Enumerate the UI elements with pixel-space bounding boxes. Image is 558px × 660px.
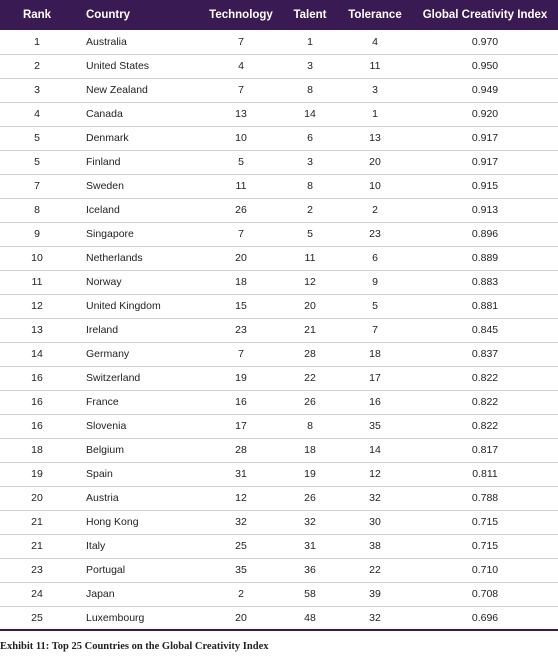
table-row	[0, 102, 558, 126]
gci-cell: 0.715	[412, 534, 558, 558]
rank-cell: 14	[0, 342, 74, 366]
table-row	[0, 318, 558, 342]
tolerance-cell: 4	[338, 30, 412, 54]
country-cell: Netherlands	[74, 246, 200, 270]
header-technology: Technology	[209, 9, 273, 21]
tolerance-cell: 14	[338, 438, 412, 462]
technology-cell: 16	[200, 390, 282, 414]
rank-cell: 21	[0, 510, 74, 534]
tolerance-cell: 12	[338, 462, 412, 486]
gci-cell: 0.817	[412, 438, 558, 462]
technology-cell: 12	[200, 486, 282, 510]
talent-cell: 1	[282, 30, 338, 54]
country-cell: Germany	[74, 342, 200, 366]
tolerance-cell: 9	[338, 270, 412, 294]
talent-cell: 36	[282, 558, 338, 582]
rank-cell: 13	[0, 318, 74, 342]
talent-cell: 19	[282, 462, 338, 486]
gci-cell: 0.950	[412, 54, 558, 78]
gci-cell: 0.710	[412, 558, 558, 582]
talent-cell: 58	[282, 582, 338, 606]
country-cell: France	[74, 390, 200, 414]
talent-cell: 8	[282, 78, 338, 102]
technology-cell: 7	[200, 78, 282, 102]
rank-cell: 16	[0, 366, 74, 390]
technology-cell: 7	[200, 222, 282, 246]
technology-cell: 13	[200, 102, 282, 126]
country-cell: Canada	[74, 102, 200, 126]
table-row	[0, 558, 558, 582]
talent-cell: 5	[282, 222, 338, 246]
tolerance-cell: 13	[338, 126, 412, 150]
table-row	[0, 294, 558, 318]
talent-cell: 11	[282, 246, 338, 270]
gci-cell: 0.915	[412, 174, 558, 198]
table-row	[0, 30, 558, 54]
gci-cell: 0.917	[412, 150, 558, 174]
tolerance-cell: 20	[338, 150, 412, 174]
rank-cell: 20	[0, 486, 74, 510]
technology-cell: 23	[200, 318, 282, 342]
talent-cell: 6	[282, 126, 338, 150]
table-row	[0, 198, 558, 222]
country-cell: Sweden	[74, 174, 200, 198]
tolerance-cell: 16	[338, 390, 412, 414]
talent-cell: 3	[282, 54, 338, 78]
table-row	[0, 54, 558, 78]
country-cell: Japan	[74, 582, 200, 606]
technology-cell: 32	[200, 510, 282, 534]
header-row	[0, 0, 558, 30]
gci-cell: 0.788	[412, 486, 558, 510]
country-cell: Iceland	[74, 198, 200, 222]
technology-cell: 18	[200, 270, 282, 294]
gci-cell: 0.920	[412, 102, 558, 126]
gci-cell: 0.708	[412, 582, 558, 606]
technology-cell: 7	[200, 30, 282, 54]
gci-cell: 0.822	[412, 390, 558, 414]
talent-cell: 32	[282, 510, 338, 534]
country-cell: Belgium	[74, 438, 200, 462]
tolerance-cell: 3	[338, 78, 412, 102]
tolerance-cell: 32	[338, 606, 412, 630]
rank-cell: 21	[0, 534, 74, 558]
talent-cell: 48	[282, 606, 338, 630]
country-cell: Portugal	[74, 558, 200, 582]
table-row	[0, 510, 558, 534]
rank-cell: 18	[0, 438, 74, 462]
table-row	[0, 366, 558, 390]
header-rank: Rank	[22, 9, 52, 21]
tolerance-cell: 6	[338, 246, 412, 270]
table-row	[0, 414, 558, 438]
tolerance-cell: 10	[338, 174, 412, 198]
talent-cell: 12	[282, 270, 338, 294]
table-row	[0, 438, 558, 462]
talent-cell: 31	[282, 534, 338, 558]
country-cell: Luxembourg	[74, 606, 200, 630]
rank-cell: 4	[0, 102, 74, 126]
tolerance-cell: 23	[338, 222, 412, 246]
table-row	[0, 174, 558, 198]
technology-cell: 2	[200, 582, 282, 606]
technology-cell: 31	[200, 462, 282, 486]
technology-cell: 4	[200, 54, 282, 78]
header-gci: Global Creativity Index	[422, 9, 548, 21]
talent-cell: 14	[282, 102, 338, 126]
gci-cell: 0.696	[412, 606, 558, 630]
technology-cell: 35	[200, 558, 282, 582]
rank-cell: 9	[0, 222, 74, 246]
table-row	[0, 126, 558, 150]
gci-cell: 0.715	[412, 510, 558, 534]
country-cell: Australia	[74, 30, 200, 54]
table-row	[0, 606, 558, 630]
gci-cell: 0.949	[412, 78, 558, 102]
gci-cell: 0.896	[412, 222, 558, 246]
talent-cell: 26	[282, 486, 338, 510]
table-row	[0, 222, 558, 246]
table-row	[0, 78, 558, 102]
country-cell: Spain	[74, 462, 200, 486]
technology-cell: 19	[200, 366, 282, 390]
rank-cell: 5	[0, 126, 74, 150]
talent-cell: 22	[282, 366, 338, 390]
gci-cell: 0.917	[412, 126, 558, 150]
exhibit-caption: Exhibit 11: Top 25 Countries on the Global Creativity Index	[0, 641, 269, 652]
gci-cell: 0.883	[412, 270, 558, 294]
technology-cell: 11	[200, 174, 282, 198]
talent-cell: 28	[282, 342, 338, 366]
tolerance-cell: 7	[338, 318, 412, 342]
technology-cell: 10	[200, 126, 282, 150]
country-cell: Ireland	[74, 318, 200, 342]
talent-cell: 8	[282, 414, 338, 438]
table-row	[0, 582, 558, 606]
technology-cell: 5	[200, 150, 282, 174]
tolerance-cell: 35	[338, 414, 412, 438]
table-row	[0, 270, 558, 294]
rank-cell: 25	[0, 606, 74, 630]
table-row	[0, 390, 558, 414]
rank-cell: 5	[0, 150, 74, 174]
talent-cell: 20	[282, 294, 338, 318]
country-cell: Hong Kong	[74, 510, 200, 534]
rank-cell: 12	[0, 294, 74, 318]
gci-cell: 0.822	[412, 414, 558, 438]
gci-cell: 0.970	[412, 30, 558, 54]
technology-cell: 20	[200, 246, 282, 270]
tolerance-cell: 39	[338, 582, 412, 606]
table-row	[0, 246, 558, 270]
country-cell: Slovenia	[74, 414, 200, 438]
tolerance-cell: 38	[338, 534, 412, 558]
country-cell: Switzerland	[74, 366, 200, 390]
country-cell: Singapore	[74, 222, 200, 246]
country-cell: Denmark	[74, 126, 200, 150]
gci-cell: 0.837	[412, 342, 558, 366]
technology-cell: 15	[200, 294, 282, 318]
technology-cell: 25	[200, 534, 282, 558]
tolerance-cell: 32	[338, 486, 412, 510]
country-cell: Norway	[74, 270, 200, 294]
tolerance-cell: 30	[338, 510, 412, 534]
gci-cell: 0.822	[412, 366, 558, 390]
table-header	[0, 0, 558, 30]
rank-cell: 7	[0, 174, 74, 198]
tolerance-cell: 1	[338, 102, 412, 126]
talent-cell: 26	[282, 390, 338, 414]
rank-cell: 24	[0, 582, 74, 606]
rank-cell: 2	[0, 54, 74, 78]
tolerance-cell: 17	[338, 366, 412, 390]
header-country: Country	[86, 9, 131, 21]
technology-cell: 26	[200, 198, 282, 222]
rank-cell: 16	[0, 390, 74, 414]
table-row	[0, 462, 558, 486]
talent-cell: 18	[282, 438, 338, 462]
country-cell: Austria	[74, 486, 200, 510]
technology-cell: 28	[200, 438, 282, 462]
table-body	[0, 30, 558, 630]
tolerance-cell: 2	[338, 198, 412, 222]
gci-cell: 0.913	[412, 198, 558, 222]
rank-cell: 1	[0, 30, 74, 54]
rank-cell: 8	[0, 198, 74, 222]
rank-cell: 23	[0, 558, 74, 582]
technology-cell: 20	[200, 606, 282, 630]
gci-cell: 0.889	[412, 246, 558, 270]
country-cell: New Zealand	[74, 78, 200, 102]
header-talent: Talent	[293, 9, 327, 21]
country-cell: United Kingdom	[74, 294, 200, 318]
talent-cell: 21	[282, 318, 338, 342]
gci-cell: 0.811	[412, 462, 558, 486]
technology-cell: 7	[200, 342, 282, 366]
rank-cell: 10	[0, 246, 74, 270]
table-row	[0, 150, 558, 174]
country-cell: Italy	[74, 534, 200, 558]
talent-cell: 8	[282, 174, 338, 198]
talent-cell: 2	[282, 198, 338, 222]
table-row	[0, 534, 558, 558]
rank-cell: 16	[0, 414, 74, 438]
table-row	[0, 342, 558, 366]
rank-cell: 11	[0, 270, 74, 294]
gci-cell: 0.881	[412, 294, 558, 318]
header-tolerance: Tolerance	[348, 9, 402, 21]
tolerance-cell: 22	[338, 558, 412, 582]
rank-cell: 19	[0, 462, 74, 486]
table-row	[0, 486, 558, 510]
tolerance-cell: 11	[338, 54, 412, 78]
country-cell: Finland	[74, 150, 200, 174]
talent-cell: 3	[282, 150, 338, 174]
technology-cell: 17	[200, 414, 282, 438]
tolerance-cell: 18	[338, 342, 412, 366]
rank-cell: 3	[0, 78, 74, 102]
gci-cell: 0.845	[412, 318, 558, 342]
country-cell: United States	[74, 54, 200, 78]
tolerance-cell: 5	[338, 294, 412, 318]
